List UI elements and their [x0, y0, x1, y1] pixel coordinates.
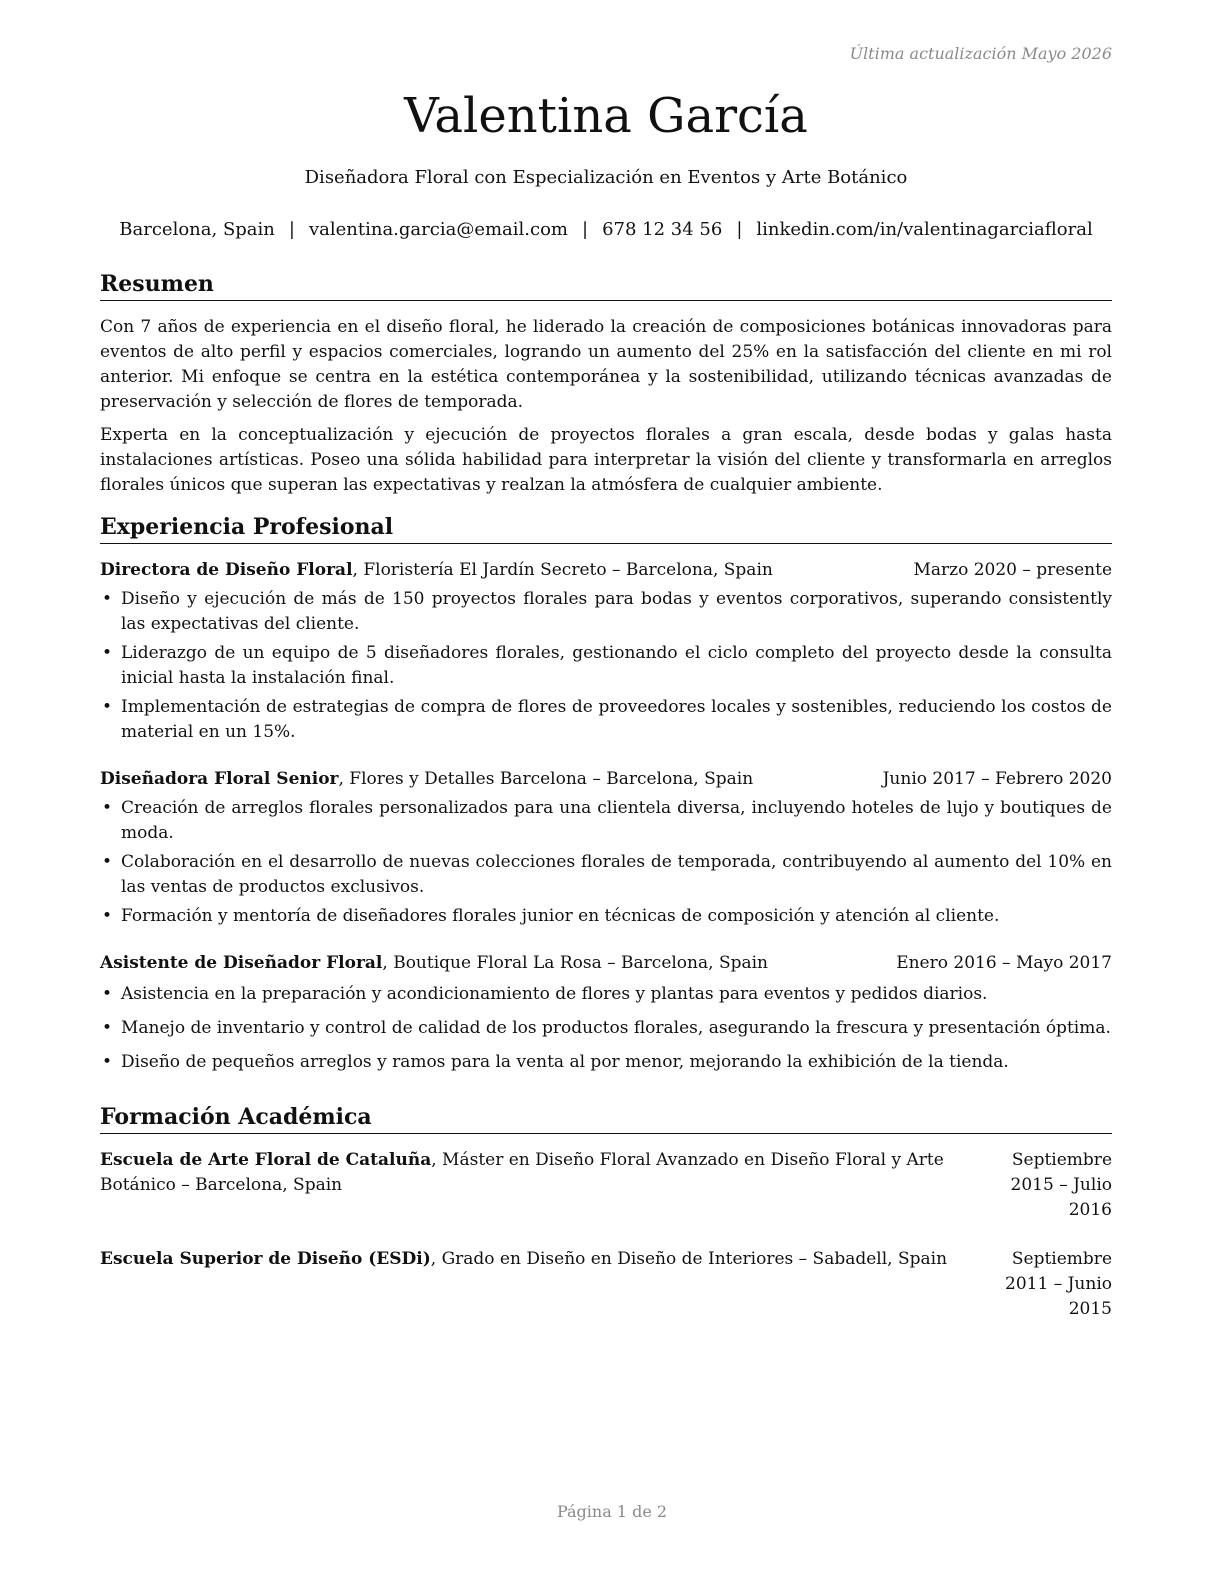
education-entry — [100, 1148, 1112, 1223]
contact-email[interactable]: valentina.garcia@email.com — [308, 219, 568, 240]
job-bullet: • Asistencia en la preparación y acondicionamiento de flores y plantas para eventos y pedidos diarios. — [100, 982, 1112, 1007]
bullet-icon: • — [102, 852, 113, 872]
job-company: , Boutique Floral La Rosa – Barcelona, Spain — [382, 953, 768, 973]
education-school: Escuela de Arte Floral de Cataluña — [100, 1150, 432, 1170]
job-entry — [100, 951, 1112, 1075]
job-bullets — [100, 587, 1112, 745]
job-header — [100, 558, 1112, 583]
job-dates: Junio 2017 – Febrero 2020 — [882, 769, 1112, 789]
job-bullet: • Colaboración en el desarrollo de nuevas colecciones florales de temporada, contribuyendo al aumento del 10% en las ventas de productos exclusivos. — [102, 852, 1112, 897]
experience-section — [100, 513, 1112, 1075]
candidate-name: Valentina García — [404, 88, 808, 144]
job-header — [100, 767, 1112, 792]
contact-separator: | — [288, 219, 295, 240]
contact-linkedin[interactable]: linkedin.com/in/valentinagarciafloral — [756, 219, 1093, 240]
education-dates: Septiembre 2011 – Junio 2015 — [1005, 1249, 1112, 1319]
job-bullet: • Liderazgo de un equipo de 5 diseñadores florales, gestionando el ciclo completo del proyecto desde la consulta inicial hasta la instalación final. — [102, 643, 1112, 688]
last-updated-text: Última actualización Mayo 2026 — [849, 44, 1112, 63]
education-entry — [100, 1247, 1112, 1322]
bullet-icon: • — [102, 589, 113, 609]
job-company: , Flores y Detalles Barcelona – Barcelona, Spain — [338, 769, 754, 789]
summary-section — [100, 270, 1112, 498]
contact-line — [70, 219, 1142, 240]
contact-separator: | — [736, 219, 743, 240]
bullet-icon: • — [102, 798, 113, 818]
job-header — [100, 951, 1112, 976]
page-number: Página 1 de 2 — [556, 1502, 668, 1521]
job-dates: Marzo 2020 – presente — [913, 560, 1112, 580]
summary-paragraph: Experta en la conceptualización y ejecución de proyectos florales a gran escala, desde bodas y galas hasta instalaciones artísticas. Poseo una sólida habilidad para interpretar la visión del cliente y transformarla en arreglos florales únicos que superan las expectativas y realzan la atmósfera de cualquier ambiente. — [100, 425, 1112, 495]
contact-phone: 678 12 34 56 — [602, 219, 723, 240]
job-dates: Enero 2016 – Mayo 2017 — [896, 953, 1112, 973]
job-role: Diseñadora Floral Senior — [100, 769, 339, 789]
bullet-icon: • — [102, 643, 113, 663]
job-bullet: • Diseño de pequeños arreglos y ramos para la venta al por menor, mejorando la exhibición de la tienda. — [100, 1050, 1112, 1075]
job-role: Asistente de Diseñador Floral — [100, 953, 383, 973]
section-title-summary: Resumen — [100, 270, 1112, 301]
job-entry — [100, 767, 1112, 929]
contact-separator: | — [582, 219, 589, 240]
job-bullets — [100, 796, 1112, 929]
bullet-icon: • — [102, 1018, 113, 1038]
resume-page — [100, 0, 1112, 1584]
job-bullet: • Manejo de inventario y control de calidad de los productos florales, asegurando la frescura y presentación óptima. — [100, 1016, 1112, 1041]
bullet-icon: • — [102, 984, 113, 1004]
bullet-icon: • — [102, 906, 113, 926]
section-title-experience: Experiencia Profesional — [100, 513, 1112, 544]
job-entry — [100, 558, 1112, 745]
job-bullet: • Creación de arreglos florales personalizados para una clientela diversa, incluyendo hoteles de lujo y boutiques de moda. — [102, 798, 1112, 843]
section-title-education: Formación Académica — [100, 1103, 1112, 1134]
job-bullet: • Diseño y ejecución de más de 150 proyectos florales para bodas y eventos corporativos, superando consistently las expectativas del cliente. — [102, 589, 1112, 634]
job-role: Directora de Diseño Floral — [100, 560, 353, 580]
education-detail: , Grado en Diseño en Diseño de Interiores – Sabadell, Spain — [430, 1249, 948, 1269]
job-bullet: • Formación y mentoría de diseñadores florales junior en técnicas de composición y atención al cliente. — [100, 904, 1112, 929]
job-company: , Floristería El Jardín Secreto – Barcelona, Spain — [352, 560, 773, 580]
contact-location: Barcelona, Spain — [119, 219, 275, 240]
job-bullet: • Implementación de estrategias de compra de flores de proveedores locales y sostenibles, reduciendo los costos de material en un 15%. — [102, 697, 1112, 742]
education-detail: , Máster en Diseño Floral Avanzado en Diseño Floral y Arte Botánico – Barcelona, Spain — [100, 1150, 944, 1195]
job-bullets — [100, 982, 1112, 1075]
headline: Diseñadora Floral con Especialización en Eventos y Arte Botánico — [304, 167, 908, 188]
bullet-icon: • — [102, 697, 113, 717]
education-school: Escuela Superior de Diseño (ESDi) — [100, 1249, 431, 1269]
summary-paragraph: Con 7 años de experiencia en el diseño floral, he liderado la creación de composiciones botánicas innovadoras para eventos de alto perfil y espacios comerciales, logrando un aumento del 25% en la satisfacción del cliente en mi rol anterior. Mi enfoque se centra en la estética contemporánea y la sostenibilidad, utilizando técnicas avanzadas de preservación y selección de flores de temporada. — [100, 317, 1112, 412]
education-dates: Septiembre 2015 – Julio 2016 — [1010, 1150, 1112, 1220]
bullet-icon: • — [102, 1052, 113, 1072]
education-section — [100, 1103, 1112, 1322]
